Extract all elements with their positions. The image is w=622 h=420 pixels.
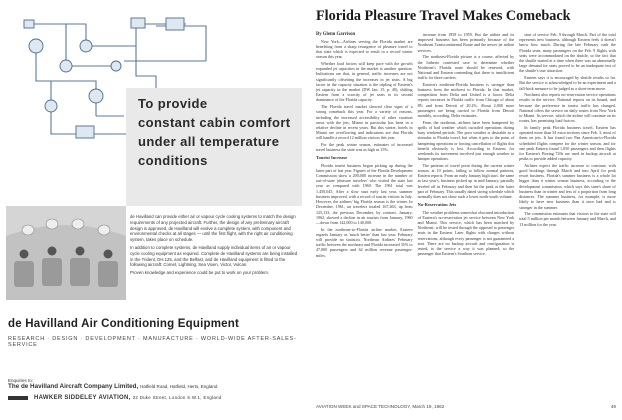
subhead: Tourist Increase bbox=[316, 155, 348, 161]
paragraph: The patterns of travel point during the current winter season, at 10 points, failing to follow normal patterns, Eastern reports. From an early January high start, the same as last year's, business picked up in mid-January, partially leveled off in February and then hit the peak at the latter part of February. This usually dated strong schedule which normally does not show such a lower north-south volume. bbox=[417, 162, 515, 200]
paragraph: increase from 1958 to 1959. But the airline and its improved business has been primarily because of the Northeast Transcontinental Route and the newer jet airline services. bbox=[417, 32, 515, 53]
ad-paragraph: In addition to complete systems, de Havilland supply individual items of air or vapour cycle cooling equipment as required. Complete de Havilland systems are being installed in the Trident, DH.125, and the Belfast, and de Havilland equipment is fitted to the following aircraft: Comet, Lightning, Sea Vixen, Victor, Vulcan. bbox=[130, 244, 298, 268]
article-column-1 bbox=[316, 32, 413, 259]
paragraph: From the northeast, airlines have been hampered by spells of bad weather which curtailed operations during busy weekend periods. The poor weather is desirable as a stimulus to Florida travel, but when it gets to the point of hampering operations or forcing cancellation of flights this benefit obviously is lost. According to Eastern, for weekends its movement involved just enough weather to hamper operations. bbox=[417, 119, 515, 162]
article-columns bbox=[316, 32, 616, 259]
paragraph: For the peak winter season, estimates of increased travel business the state was as high as 15%. bbox=[316, 142, 413, 153]
company-line bbox=[8, 383, 304, 390]
article-column-2 bbox=[418, 32, 515, 259]
paragraph: Eastern's northeast-Florida business is stronger than business from the midwest to Florida. In that market, competition from Delta and United is a factor. Delta reports increases in Florida traffic from Chicago of about 8% and from Detroit of 20.2%. About 2,000 more passengers are being carried to Florida from Detroit monthly, according, Delta estimates. bbox=[417, 81, 515, 119]
ad-headline-box bbox=[126, 88, 302, 206]
ad-headline-line: To provide bbox=[138, 96, 208, 111]
ad-paragraph: Proven knowledge and experience could be put to work on your problem. bbox=[130, 270, 270, 276]
ad-paragraph: de Havilland can provide either air or vapour cycle cooling systems to match the design requirements of any projected aircraft. Further, the design of any preliminary aircraft design is approved, de Havilland will evolve a complete system, with component and environmental checks at all stages — until the first flight, with the right air conditioning system, takes place on schedule. bbox=[130, 214, 296, 243]
paragraph: Northeast also reports no-reservation service operations results in the service. National reports on its bound, and because the preference in tourist traffic has changed, National offers the service on daily routes from New York to Miami. Its service, which the airline will continue on its routes, has promising load factors. bbox=[519, 92, 616, 124]
ad-tagline: RESEARCH · DESIGN · DEVELOPMENT · MANUFACTURE · WORLD-WIDE AFTER-SALES-SERVICE bbox=[8, 336, 297, 348]
article-title: Florida Pleasure Travel Makes Comeback bbox=[316, 8, 571, 24]
page-number: 49 bbox=[610, 404, 616, 409]
group-name: HAWKER SIDDELEY AVIATION, bbox=[34, 395, 131, 401]
paragraph: start of service Feb. 9 through March. Part of the total represents new business, although Eastern feels it doesn't know how much. During the late February rush the Florida seats, many passengers on the Feb. 9 flights with seats were accommodated on the shuttle, so the fact that the shuttle started at a time when there was an abnormally large demand for seats proved to be an inadequate test of the shuttle's true attraction. bbox=[519, 32, 616, 74]
paragraph: New York—Airlines serving the Florida market are benefiting from a sharp resurgence of pleasure travel to that state which is expected to result in a record winter season this year. bbox=[316, 38, 413, 60]
ad-headline-line: constant cabin comfort bbox=[138, 115, 291, 130]
paragraph: Eastern says it is encouraged by shuttle results so far. But the service is acknowledged to be an experiment and a fall-back measure to be judged as a short-term move. bbox=[519, 75, 616, 91]
company-address: Hatfield Road, Hatfield, Herts, England bbox=[140, 384, 218, 389]
ad-body-copy bbox=[130, 214, 300, 278]
paragraph: The northeast-Florida picture is a course, affected by the hitherto contested case to determine whether Northeast's Florida route should be renewed, with National and Eastern contending that there is insufficient traffic for three carriers. bbox=[417, 54, 515, 81]
paragraph: Airlines expect the traffic increase to continue, with good bookings through March and into April for peak resort business. Florida's summer business is a whole lot bigger than it winter season business, according to the development commission, which says this state's share of business than in winter and less of a proportion from long distances. The summer business, for example, is more likely to have new business than it once had and is stronger in the summer. bbox=[519, 162, 616, 210]
ad-footer bbox=[8, 378, 304, 401]
hawker-bar-icon bbox=[8, 396, 28, 400]
article-column-3 bbox=[519, 32, 616, 259]
paragraph: The weather problems somewhat obscured introduction of Eastern's no-reservation jet service between New York and Miami. This service, which has been matched by Northeast, will be tested through the opposed to passenger seats in the Eastern. Later flights with charges without reservations, although every passenger is not guaranteed a seat. There are no backup aircraft and configuration is tested, to the service a way it was planned, so the passenger that Eastern's Southern service. bbox=[417, 209, 515, 257]
ad-headline-line: conditions bbox=[138, 153, 208, 168]
page-footer bbox=[316, 404, 616, 409]
article bbox=[316, 8, 616, 412]
publication-line: AVIATION WEEK and SPACE TECHNOLOGY, March 19, 1962 bbox=[316, 404, 445, 409]
cabin-illustration bbox=[6, 206, 126, 300]
ad-headline-line: under all temperature bbox=[138, 134, 280, 149]
paragraph: In family peak Florida business travel, Eastern has operated more than 54 extra sections since Feb. 3, most of them on jets. It has found two Pan American-to-Florida scheduled flights compete for the winter season, and for one peak Eastern found 1,050 passengers and then flights for Eastern's Boeing 720s are used in backup aircraft at peaks to provide added capacity. bbox=[519, 124, 616, 162]
enquiries-label: Enquiries to: bbox=[8, 378, 34, 383]
group-name-block bbox=[34, 395, 222, 401]
paragraph: The commission estimates that visitors to the state will total 5 million per month between January and March, and 13 million for the year. bbox=[519, 211, 616, 227]
paragraph: The Florida travel market showed clear signs of a strong comeback this year. For a variety of reasons, including the increased accessibility of other vacation areas with the jets, Miami in particular has been in a relative decline in recent years. But this winter, hotels in Miami are overflowing and indications are that Florida will handle a record 12 million visitors this year. bbox=[316, 104, 413, 141]
subhead: No-Reservation Jets bbox=[417, 202, 457, 208]
ad-brand-name: de Havilland Air Conditioning Equipment bbox=[8, 318, 239, 330]
group-address: 32 Duke Street, London S.W.1, England bbox=[132, 395, 222, 400]
advertisement bbox=[6, 6, 306, 416]
group-line bbox=[8, 395, 304, 401]
paragraph: Florida tourist business began picking up during the latter part of last year. Figures of the Florida Development Commission show a 200,000 increase in the number of out-of-state 'pleasure travelers' who visited the state last year as compared with 1960. The 1961 total was 1,450,045. After a slow start early last year, summer business improved, with a record of tourist visitors in July. However, the airlines' big Florida season is the winter. In December, 1961, air travelers totaled 167,463, up from 125,133, the previous December, by contrast. January, 1962, showed a decline in air tourists from January, 1960—down from 142,000 to 140,000. bbox=[316, 162, 413, 225]
paragraph: Whether load factors will keep pace with the growth expanded jet capacities in the market is another question. Indications are that, in general, traffic increases are not significantly offsetting the increases in jet seats. A big factor in the capacity situation is the tripling of Eastern's jet capacity in the market (DW Jan. 15, p. 40), shifting Eastern from a scarcity of jet seats to its second dominance of the Florida capacity. bbox=[316, 61, 413, 103]
paragraph: In the northeast-to-Florida airline market, Eastern regards January as 'much better' than last year, February will provide no statistics. Northeast Airlines' February traffic between the northeast and Florida increased 35% to 47,000 passengers and 62 million revenue passenger-miles. bbox=[316, 226, 413, 258]
company-name: The de Havilland Aircraft Company Limited, bbox=[8, 383, 139, 390]
byline: By Glenn Garrison bbox=[316, 32, 356, 37]
